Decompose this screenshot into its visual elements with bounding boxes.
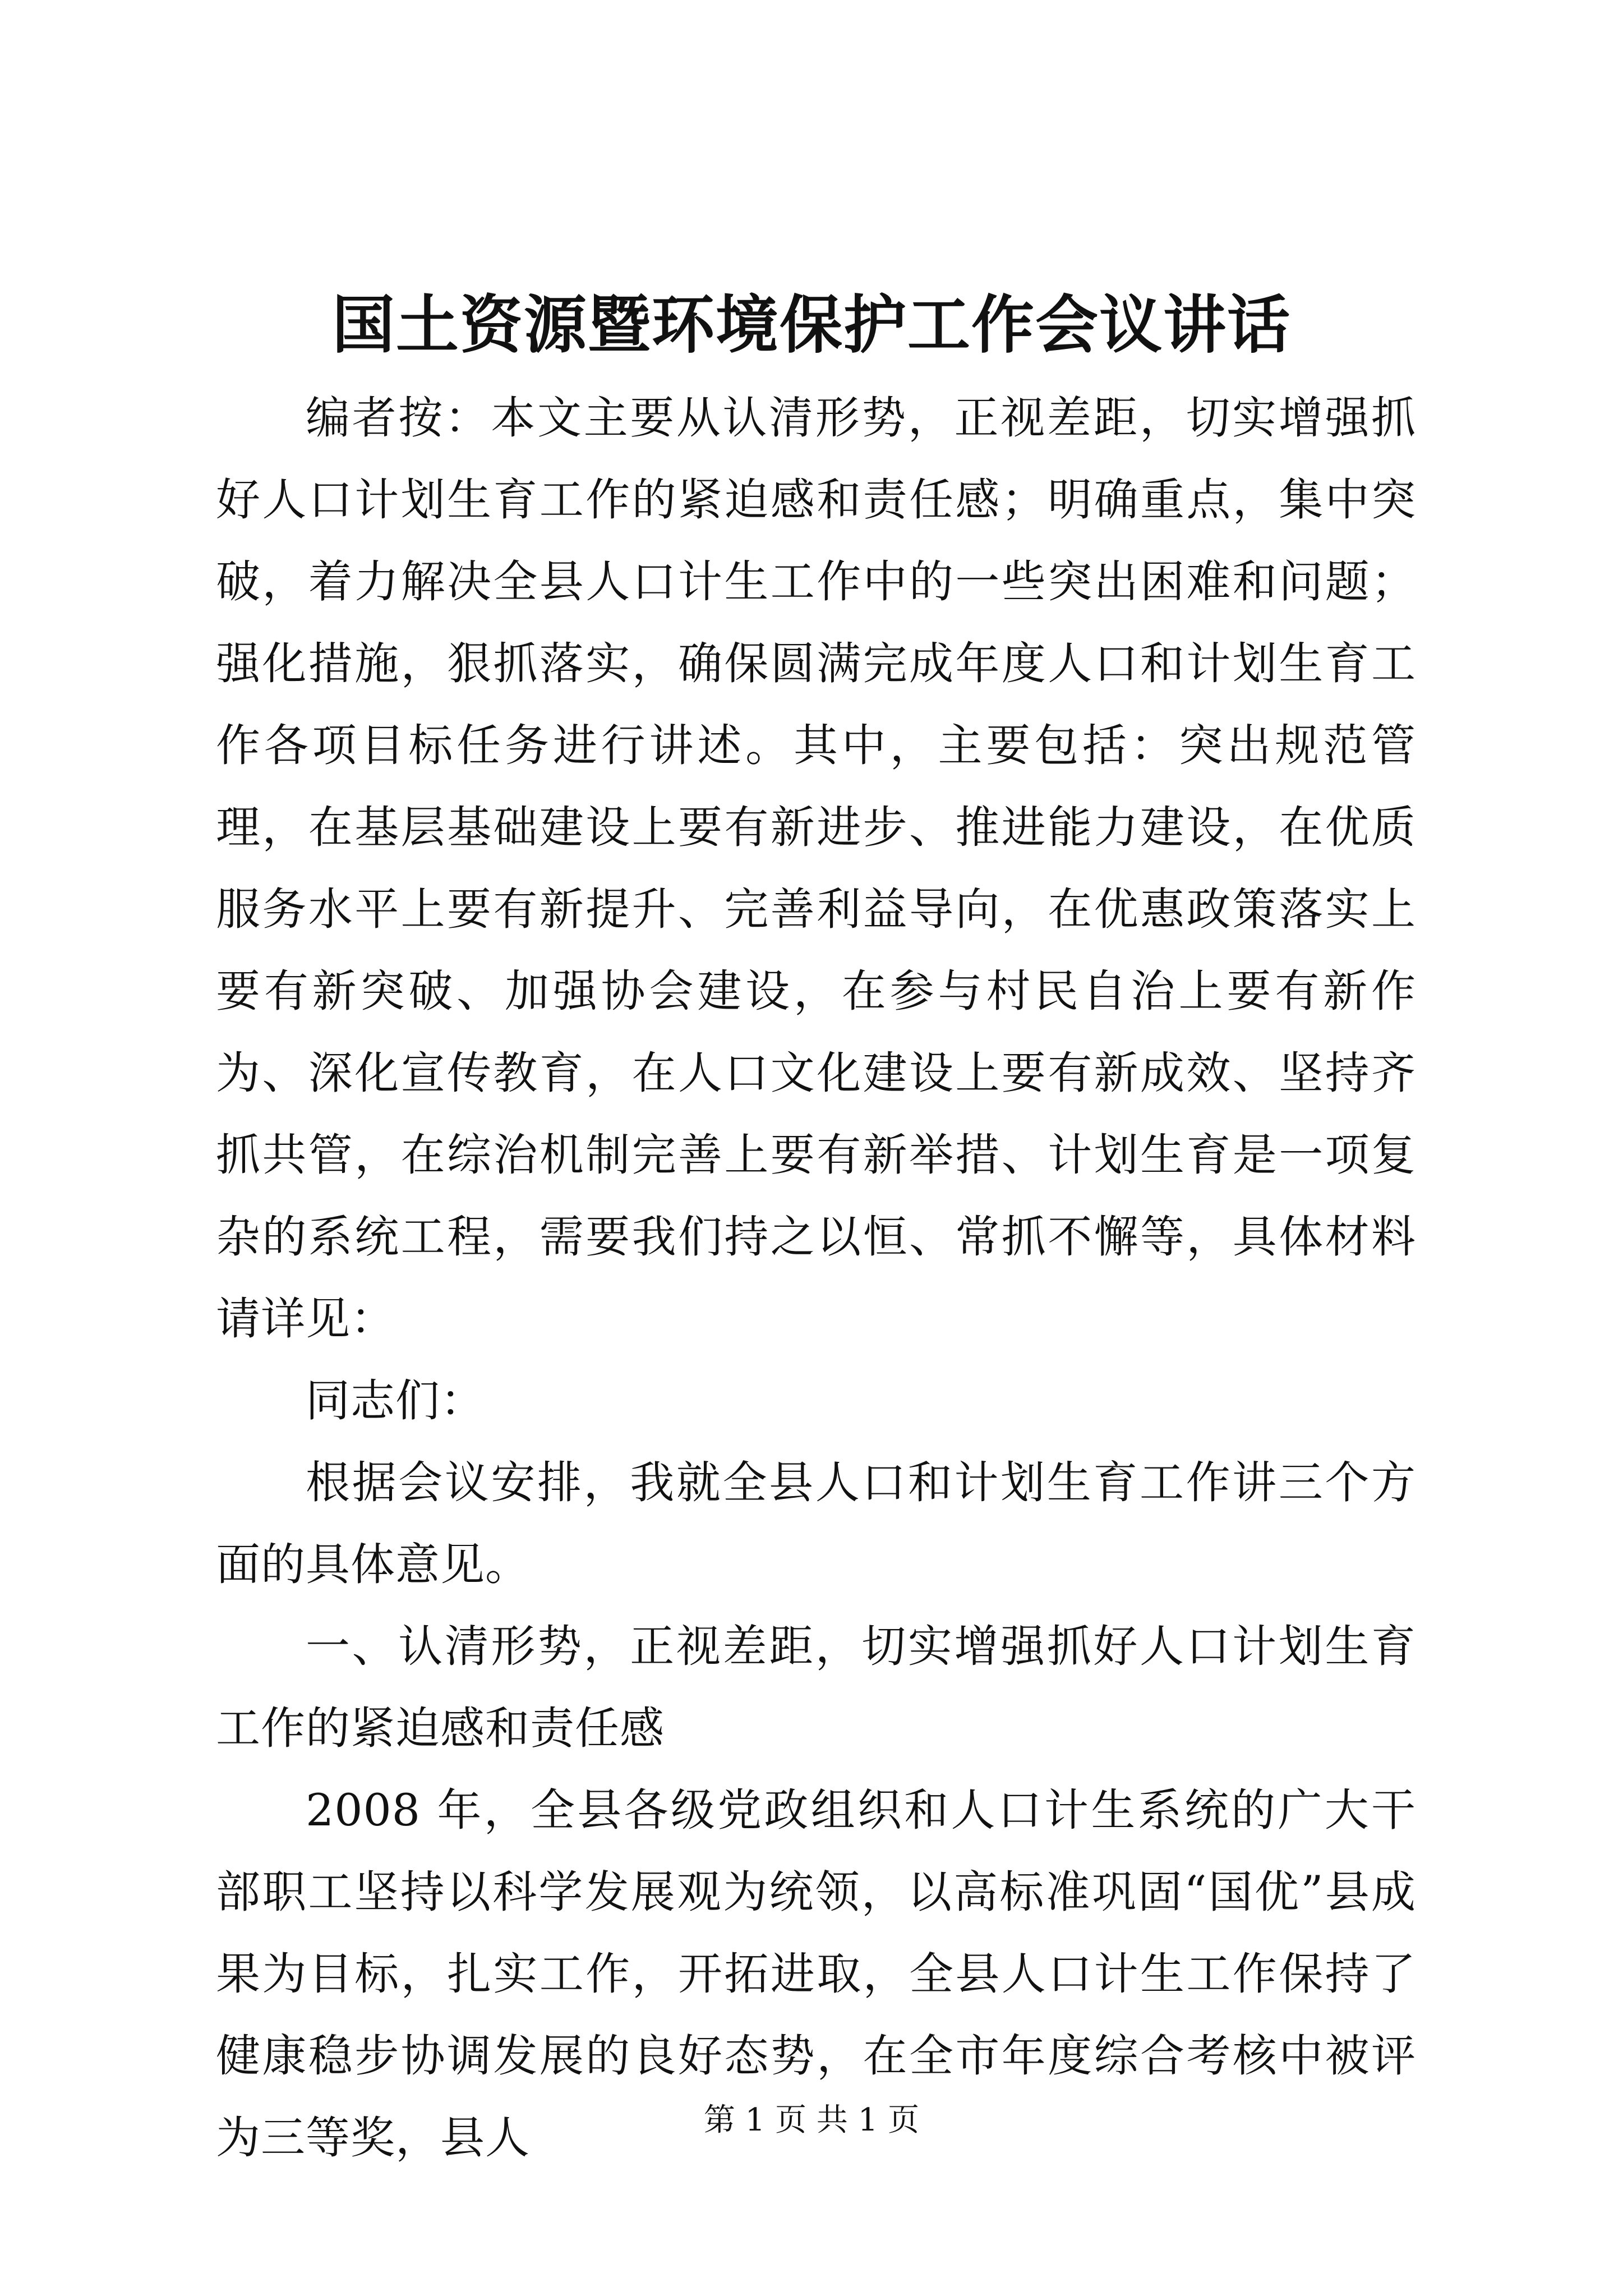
document-body: [216, 377, 1416, 2179]
salutation-paragraph: 同志们：: [306, 1375, 485, 1427]
document-title: 国土资源暨环境保护工作会议讲话: [332, 288, 1291, 362]
body-paragraph: 根据会议安排，我就全县人口和计划生育工作讲三个方面的具体意见。: [216, 1457, 1416, 1590]
body-paragraph: 2008 年，全县各级党政组织和人口计生系统的广大干部职工坚持以科学发展观为统领，以高标准巩固“国优”县成果为目标，扎实工作，开拓进取，全县人口计生工作保持了健康稳步协调发展的良好态势，在全市年度综合考核中被评为三等奖，县人: [216, 1784, 1416, 2164]
section-heading-paragraph: 一、认清形势，正视差距，切实增强抓好人口计划生育工作的紧迫感和责任感: [216, 1621, 1416, 1754]
page-footer: 第 1 页 共 1 页: [703, 2102, 920, 2138]
editor-note-paragraph: 编者按：本文主要从认清形势，正视差距，切实增强抓好人口计划生育工作的紧迫感和责任感；明确重点，集中突破，着力解决全县人口计生工作中的一些突出困难和问题；强化措施，狠抓落实，确保圆满完成年度人口和计划生育工作各项目标任务进行讲述。其中，主要包括：突出规范管理，在基层基础建设上要有新进步、推进能力建设，在优质服务水平上要有新提升、完善利益导向，在优惠政策落实上要有新突破、加强协会建设，在参与村民自治上要有新作为、深化宣传教育，在人口文化建设上要有新成效、坚持齐抓共管，在综治机制完善上要有新举措、计划生育是一项复杂的系统工程，需要我们持之以恒、常抓不懈等，具体材料请详见：: [216, 392, 1416, 1345]
